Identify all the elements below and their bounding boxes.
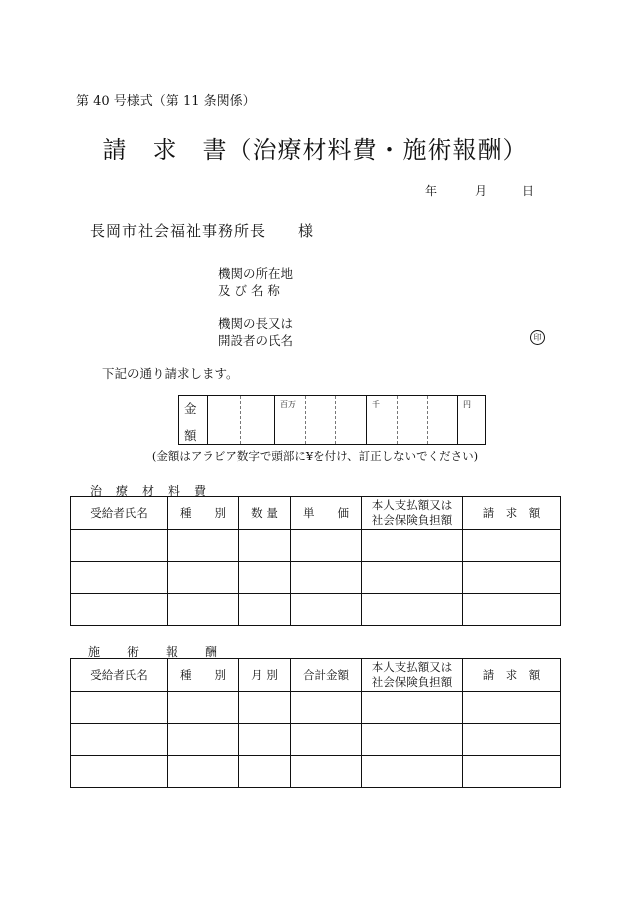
header-recipient-name: 受給者氏名 <box>71 497 168 530</box>
form-number: 第 40 号様式（第 11 条関係） <box>76 94 256 109</box>
table-cell[interactable] <box>463 562 561 594</box>
table-cell[interactable] <box>291 756 362 788</box>
table-cell[interactable] <box>168 724 239 756</box>
header-type: 種 別 <box>168 659 239 692</box>
table-cell[interactable] <box>239 594 291 626</box>
table-cell[interactable] <box>168 692 239 724</box>
table-cell[interactable] <box>463 756 561 788</box>
table-cell[interactable] <box>71 530 168 562</box>
table-row <box>71 594 561 626</box>
table-cell[interactable] <box>239 724 291 756</box>
table-cell[interactable] <box>291 724 362 756</box>
table-cell[interactable] <box>362 756 463 788</box>
table-row <box>71 724 561 756</box>
seal-mark-icon: 印 <box>530 330 545 345</box>
table-cell[interactable] <box>168 562 239 594</box>
amount-divider <box>274 396 275 444</box>
table-cell[interactable] <box>362 562 463 594</box>
header-quantity: 数 量 <box>239 497 291 530</box>
table-cell[interactable] <box>291 692 362 724</box>
table-cell[interactable] <box>168 530 239 562</box>
table-cell[interactable] <box>71 724 168 756</box>
table-cell[interactable] <box>71 594 168 626</box>
header-month: 月 別 <box>239 659 291 692</box>
amount-digit-divider <box>335 396 336 444</box>
table-cell[interactable] <box>463 594 561 626</box>
table-cell[interactable] <box>168 756 239 788</box>
amount-divider <box>366 396 367 444</box>
treatment-table <box>70 658 561 788</box>
institution-address-label-1: 機関の所在地 <box>218 266 294 281</box>
header-unit-price: 単 価 <box>291 497 362 530</box>
institution-address-label-2: 及 び 名 称 <box>218 283 280 298</box>
table-cell[interactable] <box>362 724 463 756</box>
table-cell[interactable] <box>168 594 239 626</box>
amount-divider <box>457 396 458 444</box>
header-recipient-name: 受給者氏名 <box>71 659 168 692</box>
amount-box <box>178 395 486 445</box>
institution-head-label-1: 機関の長又は <box>218 316 294 331</box>
amount-unit-yen: 円 <box>463 400 471 409</box>
document-title: 請 求 書（治療材料費・施術報酬） <box>102 136 528 164</box>
treatment-header-row <box>71 659 561 692</box>
header-total-amount: 合計金額 <box>291 659 362 692</box>
institution-head-label-2: 開設者の氏名 <box>218 333 294 348</box>
table-cell[interactable] <box>291 594 362 626</box>
table-cell[interactable] <box>362 692 463 724</box>
table-cell[interactable] <box>463 724 561 756</box>
table-cell[interactable] <box>362 594 463 626</box>
table-row <box>71 756 561 788</box>
addressee: 長岡市社会福祉事務所長 様 <box>90 222 315 240</box>
table-cell[interactable] <box>71 756 168 788</box>
table-row <box>71 530 561 562</box>
treatment-section-title: 施 術 報 酬 <box>88 645 219 659</box>
amount-digit-divider <box>397 396 398 444</box>
table-row <box>71 692 561 724</box>
table-cell[interactable] <box>71 562 168 594</box>
table-cell[interactable] <box>291 530 362 562</box>
table-cell[interactable] <box>239 562 291 594</box>
request-statement: 下記の通り請求します。 <box>102 366 239 381</box>
amount-digit-divider <box>305 396 306 444</box>
header-claim-amount: 請 求 額 <box>463 497 561 530</box>
header-type: 種 別 <box>168 497 239 530</box>
table-cell[interactable] <box>239 756 291 788</box>
amount-label-bottom: 額 <box>184 428 197 443</box>
table-cell[interactable] <box>239 692 291 724</box>
date-month-label: 月 <box>475 184 488 198</box>
table-row <box>71 562 561 594</box>
amount-unit-thousand: 千 <box>372 400 380 409</box>
table-cell[interactable] <box>291 562 362 594</box>
amount-digit-divider <box>427 396 428 444</box>
table-cell[interactable] <box>463 692 561 724</box>
amount-label-top: 金 <box>184 401 197 416</box>
materials-table <box>70 496 561 626</box>
table-cell[interactable] <box>239 530 291 562</box>
amount-divider <box>207 396 208 444</box>
amount-digit-divider <box>240 396 241 444</box>
materials-section-title: 治 療 材 料 費 <box>90 484 208 498</box>
date-year-label: 年 <box>425 184 438 198</box>
amount-note: (金額はアラビア数字で頭部に¥を付け、訂正しないでください) <box>151 449 479 463</box>
table-cell[interactable] <box>362 530 463 562</box>
header-self-payment: 本人支払額又は 社会保険負担額 <box>362 659 463 692</box>
table-cell[interactable] <box>463 530 561 562</box>
table-cell[interactable] <box>71 692 168 724</box>
date-day-label: 日 <box>522 184 535 198</box>
materials-header-row <box>71 497 561 530</box>
amount-unit-million: 百万 <box>280 400 296 409</box>
header-claim-amount: 請 求 額 <box>463 659 561 692</box>
header-self-payment: 本人支払額又は 社会保険負担額 <box>362 497 463 530</box>
